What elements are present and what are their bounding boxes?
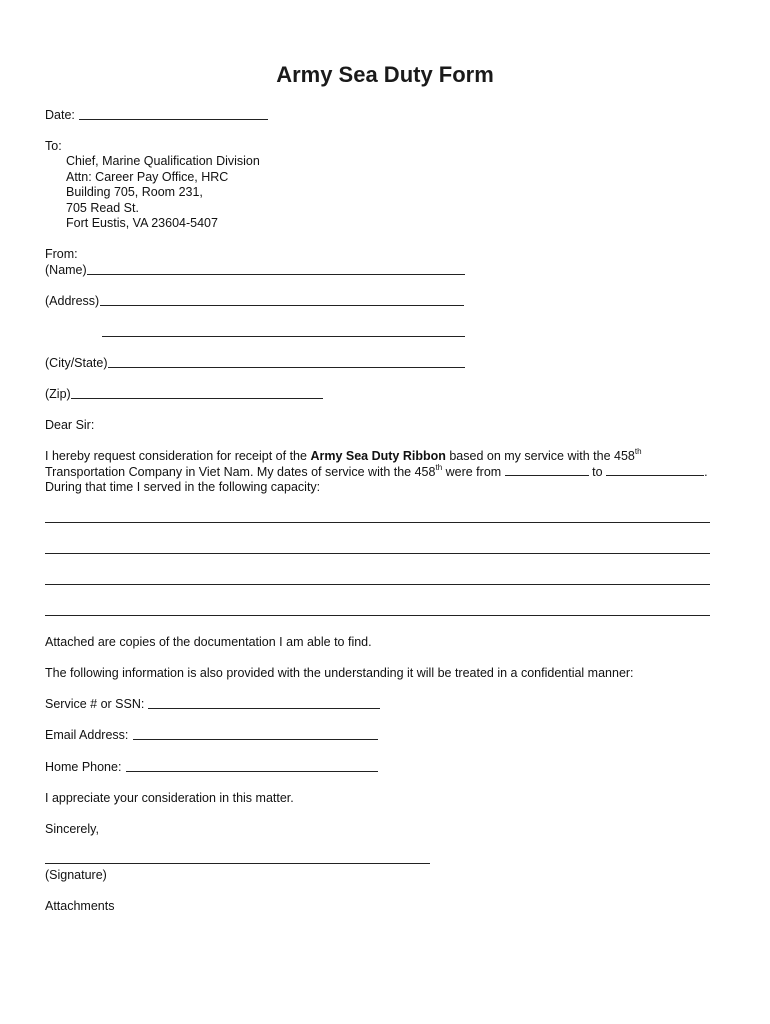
body-text: Transportation Company in Viet Nam. My dates of service with the 458 <box>45 465 436 479</box>
body-line-3: During that time I served in the following capacity: <box>45 480 321 494</box>
to-label: To: <box>45 139 62 153</box>
attachments-label: Attachments <box>45 899 115 913</box>
service-label: Service # or SSN: <box>45 697 145 711</box>
period: . <box>704 465 708 479</box>
service-start-date-field[interactable] <box>505 465 589 476</box>
body-text: based on my service with the 458 <box>445 449 635 463</box>
to-address-line: 705 Read St. <box>66 201 139 215</box>
body-text: were from <box>442 465 502 479</box>
to-word: to <box>592 465 603 479</box>
address-field[interactable] <box>100 305 464 306</box>
from-label: From: <box>45 247 78 261</box>
signature-label: (Signature) <box>45 868 107 882</box>
capacity-line[interactable] <box>45 615 710 616</box>
superscript-th: th <box>435 462 443 472</box>
to-address-line: Building 705, Room 231, <box>66 185 203 199</box>
address-field-line2[interactable] <box>102 336 465 337</box>
date-label: Date: <box>45 108 75 122</box>
to-address-line: Chief, Marine Qualification Division <box>66 154 260 168</box>
zip-label: (Zip) <box>45 387 71 401</box>
ribbon-name: Army Sea Duty Ribbon <box>310 449 446 463</box>
to-address-line: Fort Eustis, VA 23604-5407 <box>66 216 218 230</box>
body-line-1 <box>45 446 642 464</box>
name-field[interactable] <box>87 274 465 275</box>
body-text: I hereby request consideration for receipt of the <box>45 449 311 463</box>
name-label: (Name) <box>45 263 87 277</box>
confidential-text: The following information is also provided with the understanding it will be treated in a confidential manner: <box>45 666 634 680</box>
address-label: (Address) <box>45 294 100 308</box>
form-title: Army Sea Duty Form <box>276 62 494 87</box>
attached-text: Attached are copies of the documentation I am able to find. <box>45 635 372 649</box>
appreciate-text: I appreciate your consideration in this matter. <box>45 791 294 805</box>
email-field[interactable] <box>133 739 378 740</box>
date-field[interactable] <box>79 119 268 120</box>
phone-label: Home Phone: <box>45 760 122 774</box>
service-field[interactable] <box>148 708 380 709</box>
capacity-line[interactable] <box>45 522 710 523</box>
capacity-line[interactable] <box>45 553 710 554</box>
phone-field[interactable] <box>126 771 378 772</box>
city-state-field[interactable] <box>108 367 465 368</box>
superscript-th: th <box>634 446 642 456</box>
city-state-label: (City/State) <box>45 356 108 370</box>
email-label: Email Address: <box>45 728 129 742</box>
signature-field[interactable] <box>45 863 430 864</box>
closing: Sincerely, <box>45 822 99 836</box>
salutation: Dear Sir: <box>45 418 95 432</box>
capacity-line[interactable] <box>45 584 710 585</box>
body-line-2 <box>45 462 708 480</box>
to-address-line: Attn: Career Pay Office, HRC <box>66 170 229 184</box>
zip-field[interactable] <box>71 398 323 399</box>
service-end-date-field[interactable] <box>606 465 704 476</box>
